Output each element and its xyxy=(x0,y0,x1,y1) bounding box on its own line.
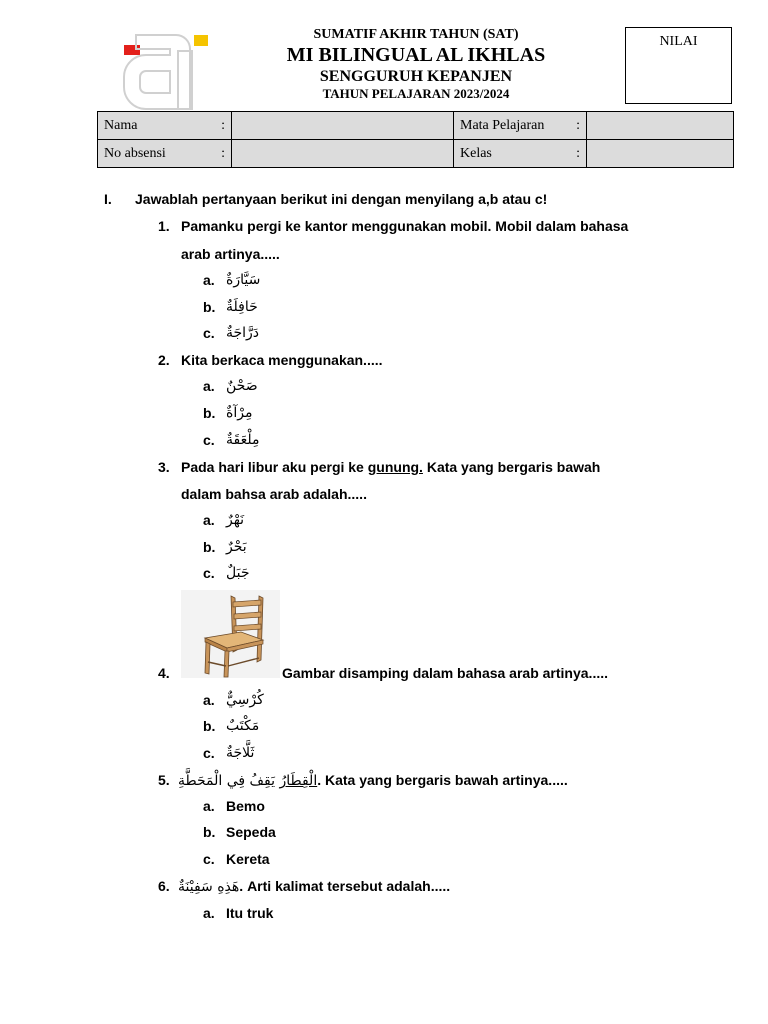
question-text: Gambar disamping dalam bahasa arab artinya..... xyxy=(282,665,609,681)
option-text[interactable]: جَبَلٌ xyxy=(226,565,250,581)
absence-number-label-cell xyxy=(98,140,232,168)
question-text-cont: arab artinya..... xyxy=(181,246,280,262)
question-number: 6. xyxy=(158,878,170,894)
subject-label-cell xyxy=(454,112,587,140)
option-letter-c[interactable]: c. xyxy=(203,851,215,867)
option-letter-c[interactable]: c. xyxy=(203,325,215,341)
colon: : xyxy=(576,117,580,133)
option-letter-a[interactable]: a. xyxy=(203,798,215,814)
option-letter-b[interactable]: b. xyxy=(203,824,216,840)
option-letter-c[interactable]: c. xyxy=(203,565,215,581)
table-row xyxy=(98,140,734,168)
question-number: 5. xyxy=(158,772,170,788)
question-text: Pamanku pergi ke kantor menggunakan mobil. Mobil dalam bahasa xyxy=(181,218,629,234)
question-number: 2. xyxy=(158,352,170,368)
option-text[interactable]: مِرْآةٌ xyxy=(226,405,253,421)
question-number: 3. xyxy=(158,459,170,475)
name-label: Nama xyxy=(104,117,138,133)
header xyxy=(0,0,768,110)
question-number: 4. xyxy=(158,665,170,681)
score-box[interactable] xyxy=(625,27,732,104)
option-letter-a[interactable]: a. xyxy=(203,378,215,394)
option-text[interactable]: ثَلَّاجَةٌ xyxy=(226,745,255,761)
colon: : xyxy=(221,145,225,161)
class-label-cell xyxy=(454,140,587,168)
class-label: Kelas xyxy=(460,145,492,161)
option-text[interactable]: حَافِلَةٌ xyxy=(226,299,258,315)
option-letter-a[interactable]: a. xyxy=(203,905,215,921)
name-label-cell xyxy=(98,112,232,140)
chair-image xyxy=(181,590,280,678)
academic-year: TAHUN PELAJARAN 2023/2024 xyxy=(322,86,510,101)
question-text-cont: dalam bahsa arab adalah..... xyxy=(181,486,367,502)
option-text[interactable]: دَرَّاجَةٌ xyxy=(226,325,260,341)
arabic-sentence-rest: يَقِفُ فِي الْمَحَطَّةِ xyxy=(178,773,280,789)
underlined-word: gunung. xyxy=(367,459,423,475)
option-text[interactable]: سَيَّارَةٌ xyxy=(226,272,261,288)
name-field[interactable] xyxy=(232,112,454,140)
option-letter-a[interactable]: a. xyxy=(203,692,215,708)
exam-title-block xyxy=(230,26,602,101)
question-text xyxy=(181,458,600,476)
arabic-sentence xyxy=(178,773,317,789)
question-number: 1. xyxy=(158,218,170,234)
section-instruction: Jawablah pertanyaan berikut ini dengan menyilang a,b atau c! xyxy=(135,191,548,207)
student-info-table xyxy=(97,111,734,168)
question-text: Kita berkaca menggunakan..... xyxy=(181,352,383,368)
option-text[interactable]: بَحْرٌ xyxy=(226,539,247,555)
table-row xyxy=(98,112,734,140)
option-letter-c[interactable]: c. xyxy=(203,745,215,761)
colon: : xyxy=(576,145,580,161)
option-text[interactable]: مِلْعَقَةٌ xyxy=(226,432,260,448)
option-text[interactable]: صَحْنٌ xyxy=(226,378,258,394)
class-field[interactable] xyxy=(587,140,734,168)
option-text[interactable]: مَكْتَبٌ xyxy=(226,718,260,734)
absence-number-label: No absensi xyxy=(104,145,166,161)
option-letter-b[interactable]: b. xyxy=(203,299,216,315)
option-letter-b[interactable]: b. xyxy=(203,539,216,555)
option-text[interactable]: Itu truk xyxy=(226,905,274,921)
question-text-part: . Arti kalimat tersebut adalah..... xyxy=(239,878,451,894)
school-logo xyxy=(122,33,214,111)
question-text-part: Pada hari libur aku pergi ke xyxy=(181,459,368,475)
school-location: SENGGURUH KEPANJEN xyxy=(319,68,513,85)
option-text[interactable]: Bemo xyxy=(226,798,265,814)
section-number: I. xyxy=(104,191,112,207)
exam-title: SUMATIF AKHIR TAHUN (SAT) xyxy=(313,27,519,42)
absence-number-field[interactable] xyxy=(232,140,454,168)
option-text[interactable]: Sepeda xyxy=(226,824,276,840)
colon: : xyxy=(221,117,225,133)
underlined-word: الْقِطَارُ xyxy=(279,773,318,789)
question-text-part: Kata yang bergaris bawah xyxy=(422,459,601,475)
score-label: NILAI xyxy=(659,34,698,49)
option-text[interactable]: كُرْسِيٌّ xyxy=(226,692,264,708)
option-text[interactable]: Kereta xyxy=(226,851,270,867)
question-text-part: . Kata yang bergaris bawah artinya..... xyxy=(317,772,568,788)
option-letter-b[interactable]: b. xyxy=(203,405,216,421)
option-letter-b[interactable]: b. xyxy=(203,718,216,734)
option-letter-a[interactable]: a. xyxy=(203,272,215,288)
subject-field[interactable] xyxy=(587,112,734,140)
question-text xyxy=(178,877,450,896)
school-name: MI BILINGUAL AL IKHLAS xyxy=(286,44,546,66)
option-letter-c[interactable]: c. xyxy=(203,432,215,448)
subject-label: Mata Pelajaran xyxy=(460,117,545,133)
question-text xyxy=(178,771,568,790)
option-text[interactable]: نَهْرٌ xyxy=(226,512,245,528)
option-letter-a[interactable]: a. xyxy=(203,512,215,528)
arabic-sentence: هَذِهِ سَفِيْنَةٌ xyxy=(178,879,240,895)
